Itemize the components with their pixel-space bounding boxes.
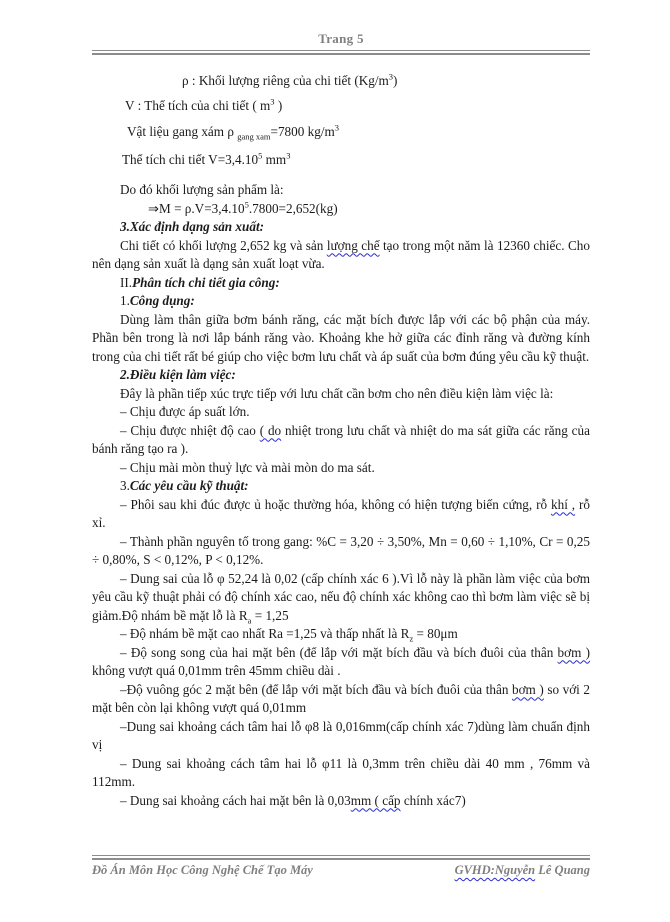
text-run: 3.Xác định dạng sản xuất: bbox=[120, 219, 265, 234]
header-double-rule bbox=[92, 50, 590, 55]
text-run: – Độ song song của hai mặt bên (để lắp với mặt bích đầu và bích đuôi của thân bbox=[120, 644, 558, 660]
text-run: ) bbox=[274, 97, 283, 113]
text-run: rỗ xỉ. bbox=[92, 496, 590, 530]
text-run: ( do bbox=[259, 422, 282, 438]
page-number-label: Trang 5 bbox=[318, 31, 364, 46]
paragraph bbox=[92, 422, 590, 459]
paragraph bbox=[92, 385, 590, 404]
text-run: gang xam bbox=[237, 131, 271, 142]
paragraph bbox=[92, 570, 590, 626]
text-run: Chi tiết có khối lượng 2,652 kg và sản bbox=[120, 237, 327, 253]
text-run: ⇒M = ρ.V=3,4.10 bbox=[148, 200, 245, 216]
paragraph bbox=[92, 311, 590, 367]
footer-row bbox=[92, 863, 590, 878]
text-run: 1. bbox=[120, 293, 130, 308]
paragraph bbox=[92, 681, 590, 718]
text-run: V : Thể tích của chi tiết ( m bbox=[125, 97, 271, 113]
text-run: – Độ nhám bề mặt cao nhất Ra =1,25 và thấp nhất là R bbox=[120, 626, 410, 641]
footer-advisor bbox=[455, 863, 590, 878]
text-run: – Phôi sau khi đúc được ủ hoặc thường hóa, không có hiện tượng biến cứng, rỗ bbox=[120, 496, 552, 512]
text-run: ρ : Khối lượng riêng của chi tiết (Kg/m bbox=[182, 73, 389, 88]
footer-advisor-name: GVHD:Nguyễn bbox=[454, 863, 536, 877]
footer-double-rule bbox=[92, 855, 590, 860]
text-run: lượng chế bbox=[326, 237, 380, 253]
text-run: 3. bbox=[120, 478, 130, 493]
text-run: mm bbox=[262, 151, 287, 167]
page-header bbox=[92, 31, 590, 55]
paragraph bbox=[92, 218, 590, 237]
paragraph bbox=[92, 123, 590, 142]
text-run: ) bbox=[393, 73, 398, 88]
paragraph bbox=[92, 237, 590, 274]
text-run: – Chịu được nhiệt độ cao bbox=[120, 422, 260, 438]
text-run: mm ( cấp bbox=[350, 792, 401, 808]
text-run: khí , bbox=[551, 496, 576, 512]
text-run: II. bbox=[120, 274, 133, 290]
text-run: a bbox=[247, 615, 252, 626]
text-run: –Độ vuông góc 2 mặt bên (để lắp với mặt bích đầu và bích đuôi của thân bbox=[120, 681, 512, 697]
text-run: 5 bbox=[258, 150, 263, 161]
text-run: bơm ) bbox=[511, 681, 544, 697]
text-run: z bbox=[409, 633, 414, 644]
text-run: – Dung sai khoảng cách hai mặt bên là 0,03 bbox=[120, 792, 351, 808]
text-run: Phân tích chi tiết gia công: bbox=[132, 274, 280, 290]
text-run: = 80μm bbox=[413, 626, 458, 641]
paragraph bbox=[92, 496, 590, 533]
text-run: Do đó khối lượng sản phẩm là: bbox=[120, 182, 284, 197]
text-run: tạo trong một năm là 12360 chiếc. Cho nên dạng sản xuất là dạng sản xuất loạt vừa. bbox=[92, 237, 590, 271]
paragraph bbox=[92, 459, 590, 478]
text-run: – Chịu mài mòn thuỷ lực và mài mòn do ma sát. bbox=[120, 459, 375, 475]
paragraph bbox=[92, 718, 590, 755]
document-body bbox=[92, 66, 590, 810]
footer-course-title: Đồ Án Môn Học Công Nghệ Chế Tạo Máy bbox=[92, 863, 313, 877]
paragraph bbox=[92, 644, 590, 681]
paragraph bbox=[92, 274, 590, 293]
text-run: – Dung sai khoảng cách tâm hai lỗ φ11 là 0,3mm trên chiều dài 40 mm , 76mm và 112mm. bbox=[92, 755, 590, 789]
page-footer bbox=[92, 852, 590, 878]
text-run: 3 bbox=[270, 96, 275, 107]
text-run: so với 2 mặt bên còn lại không vượt quá 0,01mm bbox=[92, 681, 590, 715]
paragraph bbox=[92, 72, 590, 91]
text-run: chính xác7) bbox=[400, 792, 466, 808]
paragraph bbox=[92, 533, 590, 570]
paragraph bbox=[92, 292, 590, 311]
text-run: 3 bbox=[334, 122, 339, 133]
paragraph bbox=[92, 403, 590, 422]
text-run: Vật liệu gang xám ρ bbox=[127, 124, 238, 139]
paragraph bbox=[92, 625, 590, 644]
text-run: – Chịu được áp suất lớn. bbox=[120, 404, 250, 419]
text-run: =7800 kg/m bbox=[270, 124, 335, 139]
paragraph bbox=[92, 97, 590, 116]
text-run: Công dụng: bbox=[129, 293, 195, 308]
text-run: nhiệt trong lưu chất và nhiệt do ma sát giữa các răng của bánh răng tạo ra ). bbox=[92, 422, 590, 456]
paragraph bbox=[92, 755, 590, 792]
text-run: – Dung sai của lỗ φ 52,24 là 0,02 (cấp chính xác 6 ).Vì lỗ này là phần làm việc của bơm yêu cầu kỹ thuật phải có độ chính xác cao, nếu độ chính xác không cao thì bơm làm việc sẽ bị giảm.Độ nhám bề mặt lỗ là R bbox=[92, 570, 590, 623]
text-run: Các yêu cầu kỹ thuật: bbox=[129, 478, 249, 493]
paragraph bbox=[92, 477, 590, 496]
text-run: .7800=2,652(kg) bbox=[248, 200, 338, 216]
text-run: –Dung sai khoảng cách tâm hai lỗ φ8 là 0,016mm(cấp chính xác 7)dùng làm chuẩn định vị bbox=[92, 718, 590, 752]
footer-advisor-rest: Lê Quang bbox=[535, 863, 590, 877]
text-run: 2.Điều kiện làm việc: bbox=[120, 367, 236, 382]
text-run: = 1,25 bbox=[251, 607, 289, 623]
paragraph bbox=[92, 181, 590, 200]
text-run: Dùng làm thân giữa bơm bánh răng, các mặt bích được lắp với các bộ phận của máy. Phần bên trong là nơi lắp bánh răng vào. Khoảng khe hở giữa các đỉnh răng và đường kính trong của chi tiết rất bé giúp cho việc bơm lưu chất và áp suất của bơm đúng yêu cầu kỹ thuật. bbox=[92, 311, 590, 364]
text-run: 3 bbox=[388, 71, 394, 82]
text-run: 5 bbox=[244, 199, 249, 210]
paragraph bbox=[92, 200, 590, 219]
text-run: Thể tích chi tiết V=3,4.10 bbox=[122, 151, 259, 167]
text-run: không vượt quá 0,01mm trên 45mm chiều dài . bbox=[92, 663, 341, 678]
paragraph bbox=[92, 792, 590, 811]
paragraph bbox=[92, 151, 590, 170]
text-run: Đây là phần tiếp xúc trực tiếp với lưu chất cần bơm cho nên điều kiện làm việc là: bbox=[120, 385, 554, 401]
text-run: – Thành phần nguyên tố trong gang: %C = 3,20 ÷ 3,50%, Mn = 0,60 ÷ 1,10%, Cr = 0,25 ÷ 0,80%, S < 0,12%, P < 0,12%. bbox=[92, 533, 590, 567]
text-run: 3 bbox=[286, 150, 291, 161]
text-run: bơm ) bbox=[557, 644, 590, 660]
paragraph bbox=[92, 366, 590, 385]
